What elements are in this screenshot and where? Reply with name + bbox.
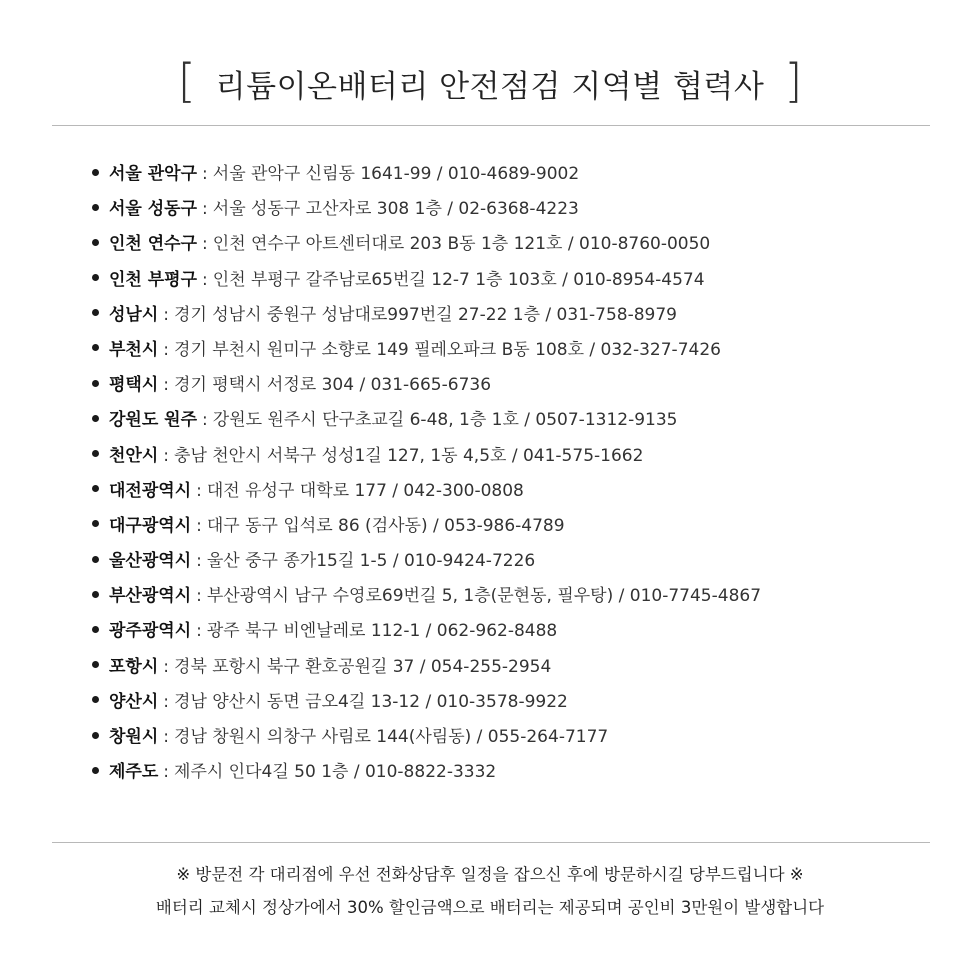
region-separator: : [163, 656, 170, 677]
notice [0, 858, 980, 924]
partner-item [92, 157, 932, 192]
bullet-icon [92, 626, 99, 633]
partner-item [92, 579, 932, 614]
partner-address-phone: 인천 부평구 갈주남로65번길 12-7 1층 103호 / 010-8954-4574 [212, 269, 705, 290]
partner-address-phone: 경기 평택시 서정로 304 / 031-665-6736 [174, 375, 492, 396]
partner-item [92, 720, 932, 755]
partner-region: 인천 부평구 [109, 269, 198, 290]
partner-address-phone: 서울 관악구 신림동 1641-99 / 010-4689-9002 [212, 164, 580, 184]
notice-line-1: ※ 방문전 각 대리점에 우선 전화상담후 일정을 잡으신 후에 방문하시길 당부드립니다 ※ [176, 865, 804, 884]
partner-region: 부산광역시 [109, 586, 192, 607]
partner-item [92, 439, 932, 474]
partner-region: 창원시 [109, 727, 159, 747]
region-separator: : [163, 375, 170, 396]
bullet-icon [92, 696, 99, 703]
partner-item [92, 544, 932, 579]
region-separator: : [196, 586, 202, 607]
bottom-divider [52, 842, 930, 843]
partner-address-phone: 경남 양산시 동면 금오4길 13-12 / 010-3578-9922 [174, 691, 568, 712]
title-bracket-close: ] [784, 54, 803, 108]
partner-address-phone: 울산 중구 종가15길 1-5 / 010-9424-7226 [206, 551, 536, 572]
partner-item [92, 509, 932, 544]
bullet-icon [92, 204, 99, 211]
bullet-icon [92, 344, 99, 351]
partner-region: 인천 연수구 [109, 234, 198, 255]
partner-address-phone: 부산광역시 남구 수영로69번길 5, 1층(문현동, 필우탕) / 010-7745-4867 [206, 586, 762, 607]
partner-address-phone: 충남 천안시 서북구 성성1길 127, 1동 4,5호 / 041-575-1662 [174, 445, 644, 466]
bullet-icon [92, 380, 99, 387]
partner-region: 천안시 [109, 445, 159, 466]
partner-address-phone: 경기 성남시 중원구 성남대로997번길 27-22 1층 / 031-758-8979 [174, 304, 677, 325]
partner-item [92, 614, 932, 649]
partner-region: 성남시 [109, 304, 159, 325]
notice-line-2: 배터리 교체시 정상가에서 30% 할인금액으로 배터리는 제공되며 공인비 3만원이 발생합니다 [155, 898, 825, 917]
partner-address-phone: 경기 부천시 원미구 소향로 149 필레오파크 B동 108호 / 032-327-7426 [174, 339, 721, 360]
partner-item [92, 403, 932, 438]
partner-item [92, 685, 932, 720]
partner-list [92, 157, 932, 790]
region-separator: : [196, 515, 202, 536]
partner-region: 광주광역시 [109, 621, 192, 642]
partner-region: 강원도 원주 [109, 410, 198, 431]
partner-item [92, 227, 932, 262]
partner-region: 울산광역시 [109, 551, 192, 572]
partner-region: 제주도 [109, 762, 159, 783]
partner-region: 대전광역시 [109, 480, 192, 501]
region-separator: : [196, 621, 202, 642]
bullet-icon [92, 767, 99, 774]
region-separator: : [202, 410, 208, 431]
partner-item [92, 333, 932, 368]
region-separator: : [163, 727, 170, 747]
region-separator: : [202, 234, 208, 255]
partner-item [92, 298, 932, 333]
region-separator: : [163, 691, 170, 712]
partner-address-phone: 제주시 인다4길 50 1층 / 010-8822-3332 [174, 762, 497, 783]
partner-region: 서울 성동구 [109, 199, 198, 220]
bullet-icon [92, 732, 99, 739]
partner-item [92, 192, 932, 227]
partner-region: 양산시 [109, 691, 159, 712]
bullet-icon [92, 520, 99, 527]
partner-region: 대구광역시 [109, 515, 192, 536]
region-separator: : [163, 445, 170, 466]
region-separator: : [196, 480, 202, 501]
region-separator: : [202, 199, 208, 220]
partner-region: 포항시 [109, 656, 159, 677]
bullet-icon [92, 309, 99, 316]
region-separator: : [202, 269, 208, 290]
page-title: 리튬이온배터리 안전점검 지역별 협력사 [215, 68, 765, 105]
region-separator: : [196, 551, 202, 572]
title-bracket-open: [ [177, 54, 196, 108]
partner-region: 서울 관악구 [109, 164, 198, 184]
bullet-icon [92, 274, 99, 281]
partner-address-phone: 대구 동구 입석로 86 (검사동) / 053-986-4789 [206, 515, 565, 536]
partner-address-phone: 강원도 원주시 단구초교길 6-48, 1층 1호 / 0507-1312-9135 [212, 410, 678, 431]
bullet-icon [92, 591, 99, 598]
bullet-icon [92, 169, 99, 176]
partner-address-phone: 경남 창원시 의창구 사림로 144(사림동) / 055-264-7177 [174, 727, 609, 747]
partner-region: 부천시 [109, 339, 159, 360]
bullet-icon [92, 556, 99, 563]
bullet-icon [92, 450, 99, 457]
bullet-icon [92, 661, 99, 668]
region-separator: : [202, 164, 208, 184]
region-separator: : [163, 339, 170, 360]
partner-item [92, 368, 932, 403]
region-separator: : [163, 762, 170, 783]
partner-address-phone: 광주 북구 비엔날레로 112-1 / 062-962-8488 [206, 621, 558, 642]
partner-item [92, 474, 932, 509]
page-header [0, 54, 980, 108]
partner-item [92, 650, 932, 685]
bullet-icon [92, 485, 99, 492]
partner-region: 평택시 [109, 375, 159, 396]
bullet-icon [92, 415, 99, 422]
partner-address-phone: 인천 연수구 아트센터대로 203 B동 1층 121호 / 010-8760-0050 [212, 234, 711, 255]
region-separator: : [163, 304, 170, 325]
partner-item [92, 755, 932, 790]
partner-address-phone: 대전 유성구 대학로 177 / 042-300-0808 [206, 480, 524, 501]
partner-address-phone: 서울 성동구 고산자로 308 1층 / 02-6368-4223 [212, 199, 579, 220]
partner-item [92, 263, 932, 298]
partner-address-phone: 경북 포항시 북구 환호공원길 37 / 054-255-2954 [174, 656, 552, 677]
bullet-icon [92, 239, 99, 246]
top-divider [52, 125, 930, 126]
